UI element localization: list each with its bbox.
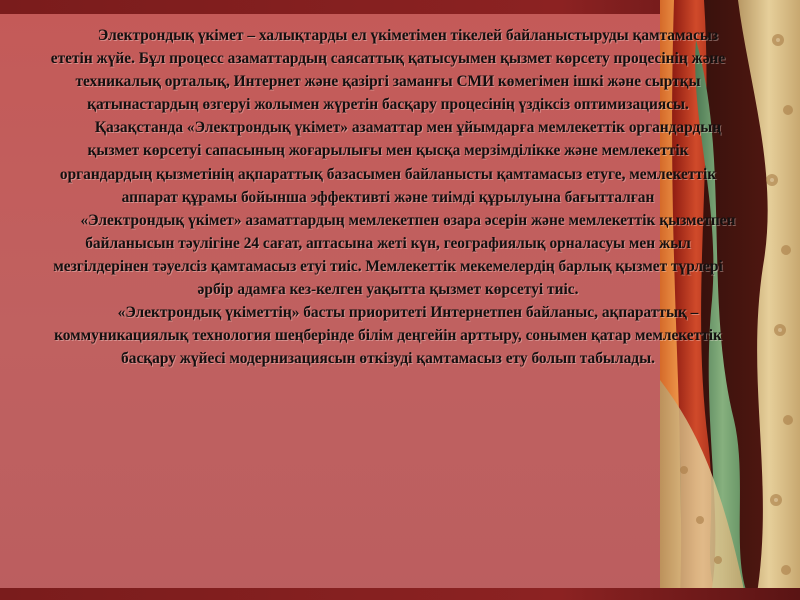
paragraph-1: Электрондық үкімет – халықтарды ел үкіметімен тікелей байланыстыруды қамтамасыз ететін жүйе. Бұл процесс азаматтардың саясаттық қатысуымен қызмет көрсету процесінің және техникалық орталық, Интернет және қазіргі заманғы СМИ көмегімен ішкі және сыртқы қатынастардың өзгеруі жолымен жүретін басқару процесінің үздіксіз оптимизациясы.	[50, 27, 726, 114]
paragraph-2: Қазақстанда «Электрондық үкімет» азаматтар мен ұйымдарға мемлекеттік органдардың қызмет көрсетуі сапасының жоғарылығы мен қысқа мерзімділікке және мемлекеттік органдардың қызметінің ақпараттық базасымен байланысты қамтамасыз етуге, мемлекеттік аппарат құрамы бойынша эффективті және тиімді құрылуына бағытталған	[59, 119, 722, 206]
bottom-border-band	[0, 588, 800, 600]
paragraph-4: «Электрондық үкіметтің» басты приоритеті Интернетпен байланыс, ақпараттық – коммуникациялық технология шеңберінде білім деңгейін арттыру, сонымен қатар мемлекеттік басқару жүйесі модернизациясын өткізуді қамтамасыз ету болып табылады.	[54, 304, 722, 368]
slide-body-text	[40, 24, 736, 564]
paragraph-3: «Электрондық үкімет» азаматтардың мемлекетпен өзара әсерін және мемлекеттік қызметпен байланысын тәулігіне 24 сағат, аптасына жеті күн, географиялық орналасуы мен жыл мезгілдерінен тәуелсіз қамтамасыз етуі тиіс. Мемлекеттік мекемелердің барлық қызмет түрлері әрбір адамға кез-келген уақытта қызмет көрсетуі тиіс.	[53, 211, 736, 299]
